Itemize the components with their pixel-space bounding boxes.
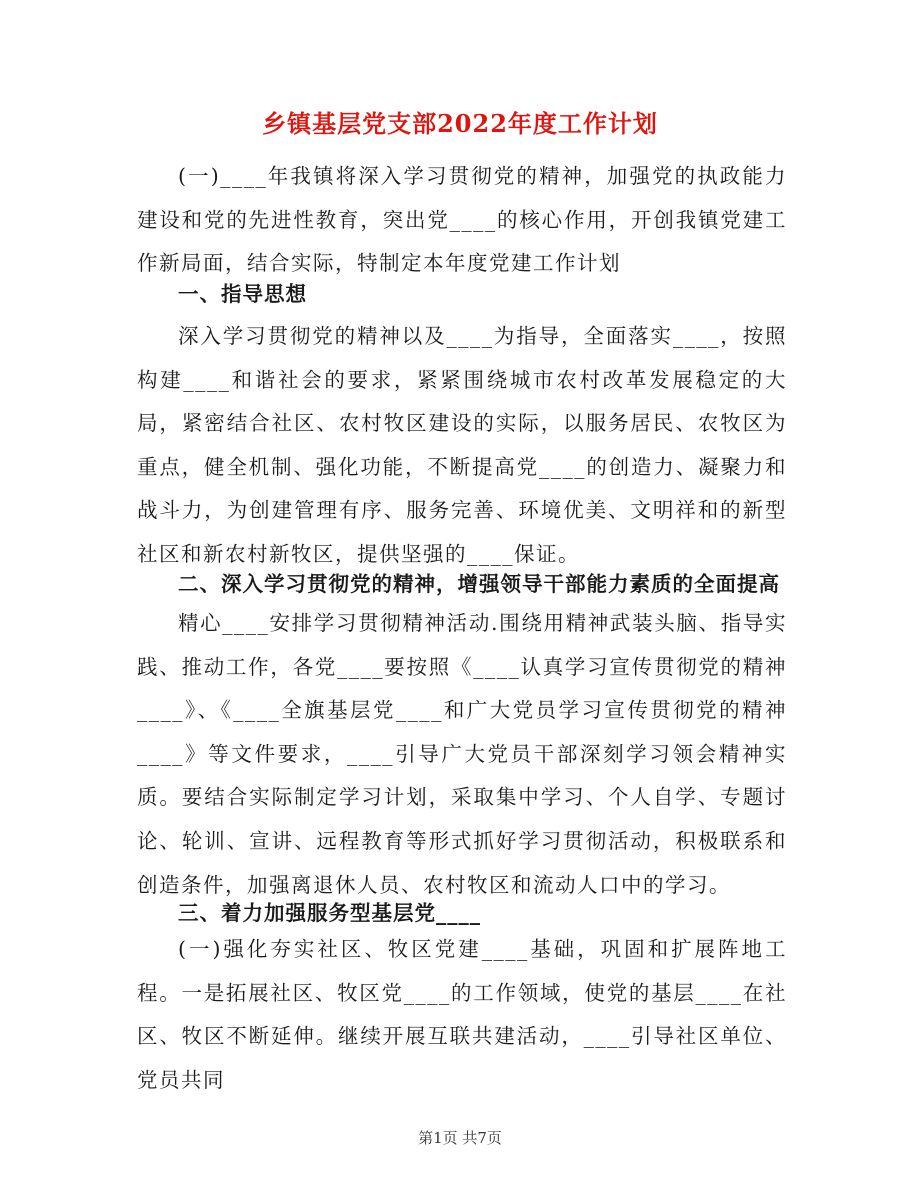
document-title: 乡镇基层党支部2022年度工作计划 [262,109,658,138]
section-2-heading: 二、深入学习贯彻党的精神，增强领导干部能力素质的全面提高 [178,572,780,596]
section-2-paragraph: 精心____安排学习贯彻精神活动.围绕用精神武装头脑、指导实践、推动工作，各党____要按照《____认真学习宣传贯彻党的精神____》、《____全旗基层党____和广大党员学习宣传贯彻党的精神____》等文件要求，____引导广大党员干部深刻学习领会精神实质。要结合实际制定学习计划，采取集中学习、个人自学、专题讨论、轮训、宣讲、远程教育等形式抓好学习贯彻活动，积极联系和创造条件，加强离退休人员、农村牧区和流动人口中的学习。 [137,611,787,897]
section-1-heading: 一、指导思想 [178,282,307,306]
section-3-paragraph: (一)强化夯实社区、牧区党建____基础，巩固和扩展阵地工程。一是拓展社区、牧区党____的工作领域，使党的基层____在社区、牧区不断延伸。继续开展互联共建活动，____引导社区单位、党员共同 [137,937,787,1092]
page-number-footer: 第1页 共7页 [418,1129,502,1147]
section-3-heading: 三、着力加强服务型基层党____ [178,901,481,925]
section-1-paragraph: 深入学习贯彻党的精神以及____为指导，全面落实____，按照构建____和谐社会的要求，紧紧围绕城市农村改革发展稳定的大局，紧密结合社区、农村牧区建设的实际，以服务居民、农牧区为重点，健全机制、强化功能，不断提高党____的创造力、凝聚力和战斗力，为创建管理有序、服务完善、环境优美、文明祥和的新型社区和新农村新牧区，提供坚强的____保证。 [137,324,787,566]
intro-paragraph: (一)____年我镇将深入学习贯彻党的精神，加强党的执政能力建设和党的先进性教育，突出党____的核心作用，开创我镇党建工作新局面，结合实际，特制定本年度党建工作计划 [137,164,787,276]
